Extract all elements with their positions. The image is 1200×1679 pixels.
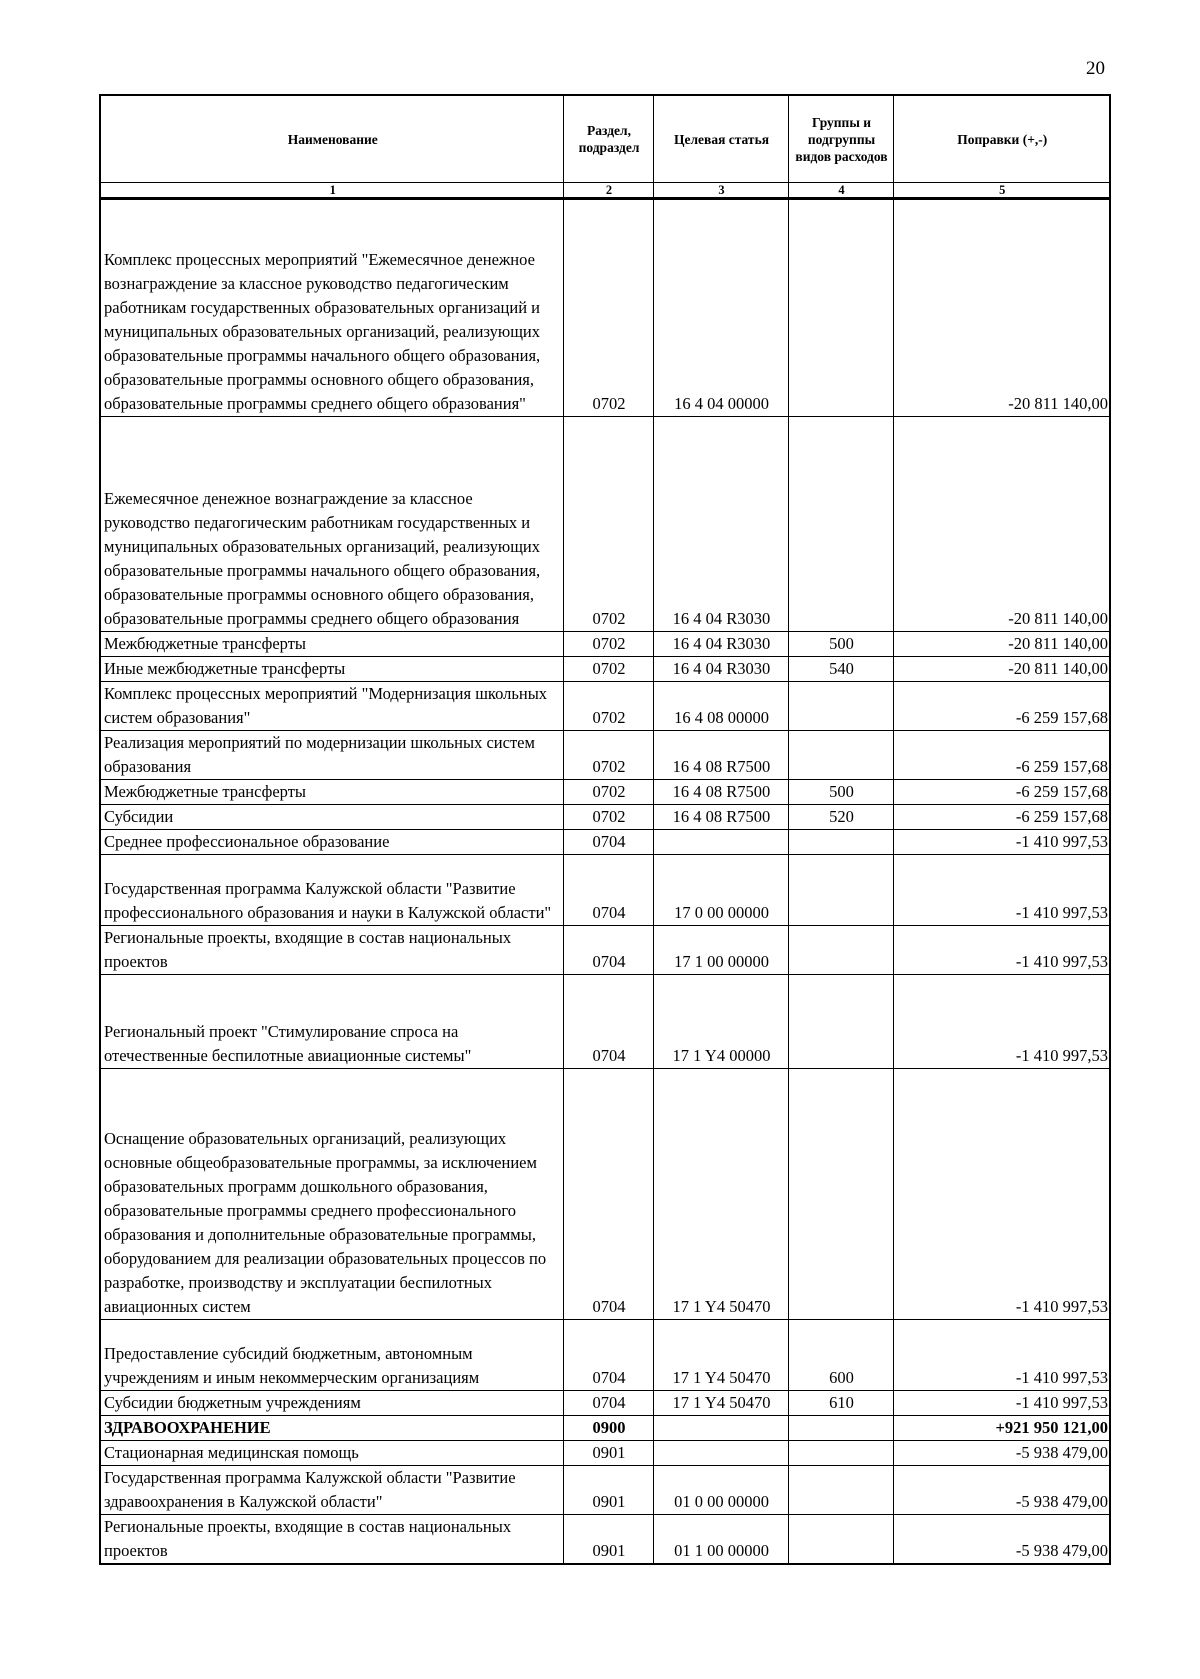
table-body [100, 199, 1110, 1565]
row-group: 500 [788, 632, 893, 657]
row-target: 17 1 00 00000 [653, 926, 788, 975]
row-name: Комплекс процессных мероприятий "Модернизация школьных систем образования" [100, 682, 563, 731]
row-name: Межбюджетные трансферты [100, 780, 563, 805]
row-name: Межбюджетные трансферты [100, 632, 563, 657]
row-section: 0702 [563, 731, 653, 780]
row-name: ЗДРАВООХРАНЕНИЕ [100, 1416, 563, 1441]
row-target: 01 1 00 00000 [653, 1515, 788, 1565]
row-group [788, 1069, 893, 1320]
row-amount: -1 410 997,53 [893, 1320, 1110, 1391]
row-amount: -5 938 479,00 [893, 1441, 1110, 1466]
table-row [100, 1416, 1110, 1441]
row-name: Субсидии бюджетным учреждениям [100, 1391, 563, 1416]
row-group: 600 [788, 1320, 893, 1391]
row-section: 0704 [563, 830, 653, 855]
row-target: 16 4 04 R3030 [653, 417, 788, 632]
row-section: 0702 [563, 682, 653, 731]
row-target: 01 0 00 00000 [653, 1466, 788, 1515]
table-row [100, 1391, 1110, 1416]
table-header-row [100, 95, 1110, 183]
page-number: 20 [1086, 58, 1105, 79]
column-number: 5 [893, 183, 1110, 199]
row-group: 610 [788, 1391, 893, 1416]
column-number: 2 [563, 183, 653, 199]
row-section: 0702 [563, 780, 653, 805]
row-target [653, 1416, 788, 1441]
row-group: 540 [788, 657, 893, 682]
header-section: Раздел, подраздел [563, 95, 653, 183]
row-name: Ежемесячное денежное вознаграждение за классное руководство педагогическим работникам государственных и муниципальных образовательных организаций, реализующих образовательные программы начального общего образования, образовательные программы основного общего образования, образовательные программы среднего общего образования [100, 417, 563, 632]
row-amount: -6 259 157,68 [893, 731, 1110, 780]
row-amount: -1 410 997,53 [893, 1391, 1110, 1416]
row-target: 17 0 00 00000 [653, 855, 788, 926]
table-row [100, 1515, 1110, 1565]
row-section: 0702 [563, 657, 653, 682]
row-section: 0704 [563, 855, 653, 926]
column-number-row [100, 183, 1110, 199]
row-amount: -20 811 140,00 [893, 632, 1110, 657]
row-name: Комплекс процессных мероприятий "Ежемесячное денежное вознаграждение за классное руководство педагогическим работникам государственных образовательных организаций и муниципальных образовательных организаций, реализующих образовательные программы начального общего образования, образовательные программы основного общего образования, образовательные программы среднего общего образования" [100, 199, 563, 417]
row-name: Стационарная медицинская помощь [100, 1441, 563, 1466]
row-amount: -1 410 997,53 [893, 926, 1110, 975]
row-amount: -1 410 997,53 [893, 1069, 1110, 1320]
table-row [100, 926, 1110, 975]
row-name: Среднее профессиональное образование [100, 830, 563, 855]
row-name: Государственная программа Калужской области "Развитие здравоохранения в Калужской области" [100, 1466, 563, 1515]
row-amount: -6 259 157,68 [893, 682, 1110, 731]
row-name: Региональные проекты, входящие в состав национальных проектов [100, 926, 563, 975]
table-row [100, 780, 1110, 805]
row-section: 0704 [563, 1320, 653, 1391]
column-number: 3 [653, 183, 788, 199]
row-target: 16 4 08 00000 [653, 682, 788, 731]
row-name: Оснащение образовательных организаций, реализующих основные общеобразовательные программы, за исключением образовательных программ дошкольного образования, образовательные программы среднего профессионального образования и дополнительные образовательные программы, оборудованием для реализации образовательных процессов по разработке, производству и эксплуатации беспилотных авиационных систем [100, 1069, 563, 1320]
budget-amendments-table [99, 94, 1111, 1565]
row-target: 16 4 04 00000 [653, 199, 788, 417]
row-name: Государственная программа Калужской области "Развитие профессионального образования и науки в Калужской области" [100, 855, 563, 926]
table-row [100, 1466, 1110, 1515]
header-groups: Группы и подгруппы видов расходов [788, 95, 893, 183]
row-name: Субсидии [100, 805, 563, 830]
row-amount: -20 811 140,00 [893, 417, 1110, 632]
header-target: Целевая статья [653, 95, 788, 183]
row-target: 16 4 08 R7500 [653, 731, 788, 780]
table-row [100, 855, 1110, 926]
row-section: 0704 [563, 926, 653, 975]
table-row [100, 830, 1110, 855]
row-target: 16 4 08 R7500 [653, 780, 788, 805]
header-name: Наименование [100, 95, 563, 183]
row-group [788, 1515, 893, 1565]
row-target: 16 4 04 R3030 [653, 632, 788, 657]
row-section: 0901 [563, 1515, 653, 1565]
table-row [100, 805, 1110, 830]
row-amount: -1 410 997,53 [893, 975, 1110, 1069]
row-group [788, 417, 893, 632]
row-target: 17 1 Y4 50470 [653, 1320, 788, 1391]
row-target: 17 1 Y4 50470 [653, 1391, 788, 1416]
header-amendment: Поправки (+,-) [893, 95, 1110, 183]
row-group [788, 1466, 893, 1515]
row-amount: -1 410 997,53 [893, 855, 1110, 926]
row-group: 500 [788, 780, 893, 805]
row-name: Региональный проект "Стимулирование спроса на отечественные беспилотные авиационные системы" [100, 975, 563, 1069]
row-name: Иные межбюджетные трансферты [100, 657, 563, 682]
row-amount: -5 938 479,00 [893, 1515, 1110, 1565]
row-target: 16 4 08 R7500 [653, 805, 788, 830]
row-amount: +921 950 121,00 [893, 1416, 1110, 1441]
table-row [100, 632, 1110, 657]
row-group [788, 731, 893, 780]
column-number: 1 [100, 183, 563, 199]
table-row [100, 1320, 1110, 1391]
row-section: 0704 [563, 1069, 653, 1320]
row-amount: -6 259 157,68 [893, 805, 1110, 830]
table-row [100, 199, 1110, 417]
table-row [100, 975, 1110, 1069]
row-section: 0900 [563, 1416, 653, 1441]
row-name: Предоставление субсидий бюджетным, автономным учреждениям и иным некоммерческим организациям [100, 1320, 563, 1391]
column-number: 4 [788, 183, 893, 199]
row-group [788, 830, 893, 855]
row-group [788, 199, 893, 417]
table-row [100, 682, 1110, 731]
row-group [788, 1416, 893, 1441]
row-name: Реализация мероприятий по модернизации школьных систем образования [100, 731, 563, 780]
row-group [788, 926, 893, 975]
row-section: 0702 [563, 417, 653, 632]
row-section: 0704 [563, 1391, 653, 1416]
row-name: Региональные проекты, входящие в состав национальных проектов [100, 1515, 563, 1565]
row-section: 0901 [563, 1466, 653, 1515]
row-group [788, 1441, 893, 1466]
table-row [100, 731, 1110, 780]
row-target [653, 1441, 788, 1466]
table-row [100, 417, 1110, 632]
row-amount: -20 811 140,00 [893, 657, 1110, 682]
row-section: 0704 [563, 975, 653, 1069]
table-row [100, 1441, 1110, 1466]
row-section: 0901 [563, 1441, 653, 1466]
row-target: 17 1 Y4 50470 [653, 1069, 788, 1320]
row-section: 0702 [563, 199, 653, 417]
row-amount: -1 410 997,53 [893, 830, 1110, 855]
row-group [788, 975, 893, 1069]
table-row [100, 1069, 1110, 1320]
row-target [653, 830, 788, 855]
row-group: 520 [788, 805, 893, 830]
row-section: 0702 [563, 632, 653, 657]
row-amount: -20 811 140,00 [893, 199, 1110, 417]
row-target: 16 4 04 R3030 [653, 657, 788, 682]
row-group [788, 682, 893, 731]
table-row [100, 657, 1110, 682]
row-target: 17 1 Y4 00000 [653, 975, 788, 1069]
row-group [788, 855, 893, 926]
row-amount: -6 259 157,68 [893, 780, 1110, 805]
row-section: 0702 [563, 805, 653, 830]
row-amount: -5 938 479,00 [893, 1466, 1110, 1515]
